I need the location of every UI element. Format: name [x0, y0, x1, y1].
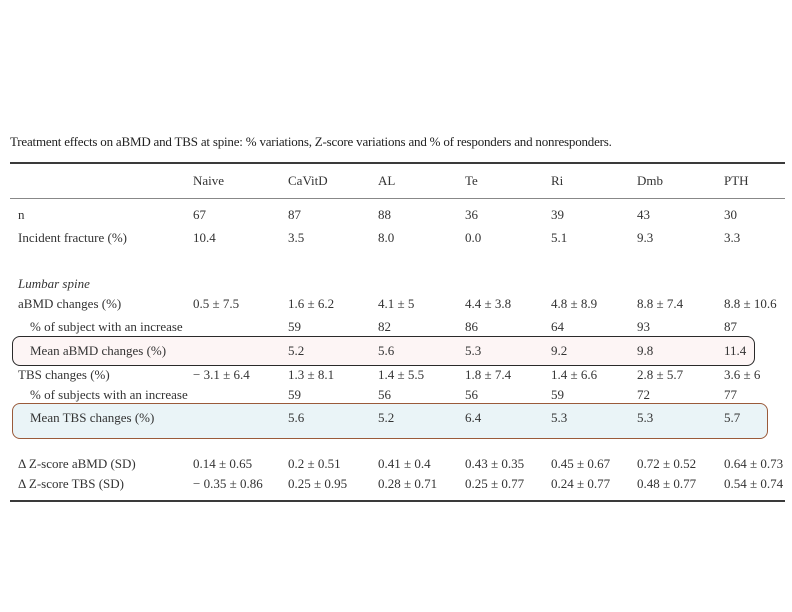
table-cell: 6.4: [465, 410, 482, 425]
table-row: [0, 229, 792, 247]
table-cell: 8.8 ± 7.4: [637, 296, 684, 311]
table-row: [0, 366, 792, 384]
table-cell: 0.54 ± 0.74: [724, 476, 784, 491]
row-label: Mean TBS changes (%): [30, 410, 155, 425]
col-header-al: AL: [378, 173, 396, 188]
table-cell: 88: [378, 207, 391, 222]
table-row: [0, 295, 792, 313]
table-cell: 1.6 ± 6.2: [288, 296, 335, 311]
table-cell: 0.0: [465, 230, 482, 245]
table-cell: 56: [378, 387, 391, 402]
table-cell: 3.6 ± 6: [724, 367, 761, 382]
row-label: % of subjects with an increase: [30, 387, 188, 402]
table-cell: 9.2: [551, 343, 568, 358]
table-cell: 39: [551, 207, 564, 222]
table-cell: 0.45 ± 0.67: [551, 456, 611, 471]
row-label: n: [18, 207, 25, 222]
table-cell: 67: [193, 207, 206, 222]
table-cell: 87: [724, 319, 737, 334]
table-cell: 0.5 ± 7.5: [193, 296, 240, 311]
table-row: [0, 342, 792, 360]
table-cell: 87: [288, 207, 301, 222]
table-cell: 11.4: [724, 343, 747, 358]
table-cell: 36: [465, 207, 478, 222]
table-cell: 1.8 ± 7.4: [465, 367, 512, 382]
col-header-dmb: Dmb: [637, 173, 663, 188]
table-cell: 0.28 ± 0.71: [378, 476, 438, 491]
table-cell: 1.4 ± 6.6: [551, 367, 598, 382]
table-cell: 0.43 ± 0.35: [465, 456, 525, 471]
col-header-cavitd: CaVitD: [288, 173, 328, 188]
table-cell: 10.4: [193, 230, 216, 245]
table-cell: 8.0: [378, 230, 395, 245]
table-cell: 0.41 ± 0.4: [378, 456, 431, 471]
header-rule: [10, 198, 785, 199]
row-label: Mean aBMD changes (%): [30, 343, 167, 358]
row-label: TBS changes (%): [18, 367, 110, 382]
section-heading: Lumbar spine: [18, 276, 90, 291]
table-cell: 9.3: [637, 230, 654, 245]
table-header-row: [0, 172, 792, 190]
table-cell: 64: [551, 319, 564, 334]
col-header-ri: Ri: [551, 173, 564, 188]
row-label: % of subject with an increase: [30, 319, 183, 334]
table-cell: 0.25 ± 0.95: [288, 476, 348, 491]
table-cell: 9.8: [637, 343, 654, 358]
row-label: Δ Z-score TBS (SD): [18, 476, 124, 491]
table-cell: 5.2: [288, 343, 305, 358]
table-row: [0, 206, 792, 224]
table-cell: 0.48 ± 0.77: [637, 476, 697, 491]
table-cell: − 0.35 ± 0.86: [193, 476, 263, 491]
table-cell: − 3.1 ± 6.4: [193, 367, 250, 382]
table-row: [0, 455, 792, 473]
table-cell: 59: [288, 319, 301, 334]
section-heading-row: [0, 275, 792, 293]
table-cell: 5.3: [637, 410, 654, 425]
table-row: [0, 409, 792, 427]
table-bottom-rule: [10, 500, 785, 502]
table-cell: 1.4 ± 5.5: [378, 367, 425, 382]
table-cell: 43: [637, 207, 650, 222]
table-row: [0, 386, 792, 404]
table-cell: 93: [637, 319, 650, 334]
table-cell: 5.3: [465, 343, 482, 358]
table-cell: 5.7: [724, 410, 741, 425]
table-cell: 86: [465, 319, 478, 334]
table-cell: 5.3: [551, 410, 568, 425]
table-cell: 56: [465, 387, 478, 402]
table-row: [0, 318, 792, 336]
table-cell: 0.14 ± 0.65: [193, 456, 253, 471]
row-label: Δ Z-score aBMD (SD): [18, 456, 136, 471]
table-cell: 59: [551, 387, 564, 402]
table-cell: 2.8 ± 5.7: [637, 367, 684, 382]
table-cell: 8.8 ± 10.6: [724, 296, 777, 311]
table-cell: 30: [724, 207, 737, 222]
table-cell: 72: [637, 387, 650, 402]
table-cell: 5.2: [378, 410, 395, 425]
table-cell: 77: [724, 387, 737, 402]
table-cell: 0.25 ± 0.77: [465, 476, 525, 491]
table-cell: 4.1 ± 5: [378, 296, 415, 311]
table-cell: 4.8 ± 8.9: [551, 296, 598, 311]
table-cell: 0.72 ± 0.52: [637, 456, 697, 471]
table-cell: 5.1: [551, 230, 568, 245]
table-cell: 0.64 ± 0.73: [724, 456, 784, 471]
col-header-pth: PTH: [724, 173, 749, 188]
table-caption: Treatment effects on aBMD and TBS at spine: % variations, Z-score variations and % of responders and nonresponders.: [10, 134, 612, 149]
table-cell: 0.2 ± 0.51: [288, 456, 341, 471]
col-header-naive: Naive: [193, 173, 225, 188]
table-cell: 1.3 ± 8.1: [288, 367, 335, 382]
table-cell: 0.24 ± 0.77: [551, 476, 611, 491]
table-cell: 5.6: [378, 343, 395, 358]
row-label: Incident fracture (%): [18, 230, 127, 245]
table-cell: 5.6: [288, 410, 305, 425]
table-cell: 59: [288, 387, 301, 402]
table-cell: 82: [378, 319, 391, 334]
col-header-te: Te: [465, 173, 478, 188]
row-label: aBMD changes (%): [18, 296, 122, 311]
table-row: [0, 475, 792, 493]
table-top-rule: [10, 162, 785, 164]
table-cell: 3.5: [288, 230, 305, 245]
table-cell: 4.4 ± 3.8: [465, 296, 512, 311]
table-cell: 3.3: [724, 230, 741, 245]
